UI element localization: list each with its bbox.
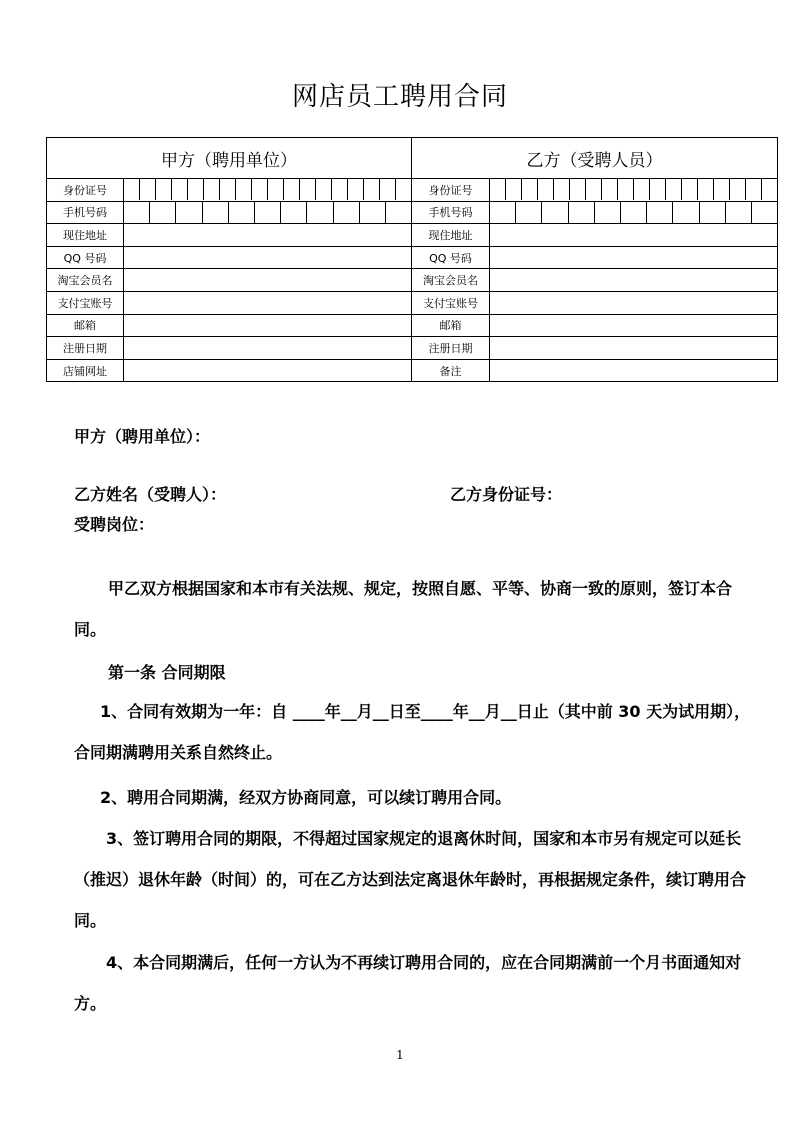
row-label-a: QQ 号码 (47, 246, 124, 269)
position-field: 受聘岗位： (74, 515, 155, 534)
row-label-b: QQ 号码 (412, 246, 490, 269)
value-cell (490, 269, 778, 292)
row-label-a: 支付宝账号 (47, 291, 124, 314)
value-cell (490, 291, 778, 314)
row-label-a: 注册日期 (47, 337, 124, 360)
value-cell (124, 359, 412, 382)
article-1-title: 第一条 合同期限 (108, 663, 226, 682)
value-cell (490, 314, 778, 337)
row-label-b: 备注 (412, 359, 490, 382)
row-label-a: 邮箱 (47, 314, 124, 337)
phone-grid-a (124, 201, 412, 224)
party-b-name-field: 乙方姓名（受聘人）： (74, 485, 227, 504)
row-label-b: 手机号码 (412, 201, 490, 224)
clause-3: 3、签订聘用合同的期限，不得超过国家规定的退离休时间，国家和本市另有规定可以延长（推迟）退休年龄（时间）的，可在乙方达到法定离退休年龄时，再根据规定条件，续订聘用合同。 (74, 829, 747, 930)
row-label-a: 身份证号 (47, 179, 124, 202)
page-number: 1 (396, 1048, 404, 1062)
row-label-a: 店铺网址 (47, 359, 124, 382)
value-cell (490, 359, 778, 382)
value-cell (124, 269, 412, 292)
row-label-a: 淘宝会员名 (47, 269, 124, 292)
value-cell (490, 246, 778, 269)
intro-paragraph: 甲乙双方根据国家和本市有关法规、规定，按照自愿、平等、协商一致的原则，签订本合同。 (74, 579, 733, 639)
clause-2: 2、聘用合同期满，经双方协商同意，可以续订聘用合同。 (100, 788, 512, 807)
row-label-a: 现住地址 (47, 224, 124, 247)
party-a-field: 甲方（聘用单位）： (74, 427, 211, 446)
value-cell (124, 291, 412, 314)
value-cell (490, 224, 778, 247)
value-cell (124, 314, 412, 337)
id-number-grid-b (490, 179, 778, 202)
row-label-a: 手机号码 (47, 201, 124, 224)
value-cell (490, 337, 778, 360)
clause-4: 4、本合同期满后，任何一方认为不再续订聘用合同的，应在合同期满前一个月书面通知对方。 (74, 953, 742, 1013)
row-label-b: 注册日期 (412, 337, 490, 360)
party-b-header: 乙方（受聘人员） (412, 138, 778, 179)
row-label-b: 现住地址 (412, 224, 490, 247)
phone-grid-b (490, 201, 778, 224)
row-label-b: 邮箱 (412, 314, 490, 337)
document-title: 网店员工聘用合同 (291, 82, 508, 112)
party-a-header: 甲方（聘用单位） (47, 138, 412, 179)
value-cell (124, 246, 412, 269)
value-cell (124, 337, 412, 360)
clause-1: 1、合同有效期为一年：自 ____年__月__日至____年__月__日止（其中前 30 天为试用期），合同期满聘用关系自然终止。 (74, 702, 751, 762)
info-table (46, 137, 778, 382)
row-label-b: 身份证号 (412, 179, 490, 202)
row-label-b: 支付宝账号 (412, 291, 490, 314)
value-cell (124, 224, 412, 247)
party-b-id-field: 乙方身份证号： (450, 485, 563, 504)
id-number-grid-a (124, 179, 412, 202)
row-label-b: 淘宝会员名 (412, 269, 490, 292)
